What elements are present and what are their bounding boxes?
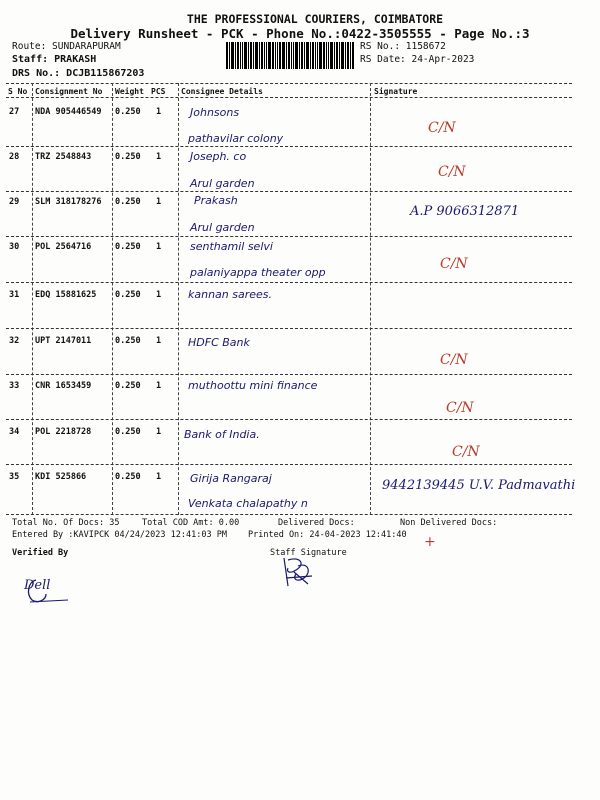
row-consignee-line1: kannan sarees. (188, 288, 273, 301)
row-signature: C/N (440, 256, 468, 272)
row-pcs: 1 (156, 336, 162, 346)
row-pcs: 1 (156, 472, 162, 482)
row-divider (6, 282, 572, 283)
row-sno: 31 (9, 290, 20, 300)
row-divider (6, 464, 572, 465)
row-pcs: 1 (156, 152, 162, 162)
staff-signature-image (278, 552, 318, 592)
verified-by-label: Verified By (12, 548, 69, 558)
row-signature: C/N (438, 164, 466, 180)
row-signature: C/N (446, 400, 474, 416)
row-consignee-line1: Prakash (194, 194, 238, 207)
row-sno: 30 (9, 242, 20, 252)
row-consignee-line2: Venkata chalapathy n (188, 497, 308, 510)
table-top-rule (6, 83, 572, 84)
row-signature: A.P 9066312871 (410, 204, 520, 219)
row-sno: 35 (9, 472, 20, 482)
row-weight: 0.250 (115, 152, 141, 162)
row-pcs: 1 (156, 197, 162, 207)
row-consignment: NDA 905446549 (35, 107, 102, 117)
row-pcs: 1 (156, 381, 162, 391)
printed-on: Printed On: 24-04-2023 12:41:40 (248, 530, 407, 540)
row-consignee-line1: muthoottu mini finance (188, 379, 318, 392)
row-signature: 9442139445 U.V. Padmavathi (382, 478, 576, 493)
row-consignee-line1: Johnsons (190, 106, 240, 119)
row-signature: C/N (440, 352, 468, 368)
rs-number: RS No.: 1158672 (360, 41, 446, 52)
row-weight: 0.250 (115, 381, 141, 391)
row-sno: 28 (9, 152, 20, 162)
row-consignment: CNR 1653459 (35, 381, 92, 391)
row-consignment: POL 2564716 (35, 242, 92, 252)
row-weight: 0.250 (115, 242, 141, 252)
staff-label: Staff: PRAKASH (12, 54, 97, 65)
row-consignee-line2: palaniyappa theater opp (190, 266, 326, 279)
row-consignment: SLM 318178276 (35, 197, 102, 207)
row-consignment: KDI 525866 (35, 472, 87, 482)
row-consignee-line1: HDFC Bank (188, 336, 250, 349)
col-header-sno: S No (8, 87, 28, 96)
col-header-details: Consignee Details (181, 87, 263, 96)
row-weight: 0.250 (115, 336, 141, 346)
row-divider (6, 191, 572, 192)
staff-signature-label: Staff Signature (270, 548, 347, 558)
row-divider (6, 419, 572, 420)
row-consignee-line2: Arul garden (190, 177, 255, 190)
row-pcs: 1 (156, 427, 162, 437)
total-docs: Total No. Of Docs: 35 (12, 518, 120, 528)
row-weight: 0.250 (115, 290, 141, 300)
row-divider (6, 236, 572, 237)
company-title: THE PROFESSIONAL COURIERS, COIMBATORE (186, 12, 444, 26)
row-weight: 0.250 (115, 472, 141, 482)
table-header-rule (6, 97, 572, 98)
runsheet-subtitle: Delivery Runsheet - PCK - Phone No.:0422-3505555 - Page No.:3 (70, 26, 530, 41)
row-divider (6, 328, 572, 329)
verified-signature-image (24, 572, 72, 606)
row-consignee-line1: Girija Rangaraj (190, 472, 272, 485)
col-header-signature: Signature (374, 87, 418, 96)
route-label: Route: SUNDARAPURAM (12, 41, 121, 52)
total-cod: Total COD Amt: 0.00 (142, 518, 240, 528)
row-consignee-line2: pathavilar colony (188, 132, 284, 145)
row-weight: 0.250 (115, 197, 141, 207)
column-divider (178, 83, 179, 515)
row-weight: 0.250 (115, 107, 141, 117)
col-header-weight: Weight (115, 87, 144, 96)
drs-number: DRS No.: DCJB115867203 (12, 68, 145, 79)
non-delivered-docs: Non Delivered Docs: (400, 518, 498, 528)
column-divider (370, 83, 371, 515)
row-sno: 29 (9, 197, 20, 207)
barcode-image (226, 42, 354, 69)
entered-by: Entered By :KAVIPCK 04/24/2023 12:41:03 PM (12, 530, 227, 540)
row-consignee-line1: senthamil selvi (190, 240, 273, 253)
col-header-pcs: PCS (151, 87, 166, 96)
row-signature: C/N (428, 120, 456, 136)
row-sno: 32 (9, 336, 20, 346)
row-consignment: TRZ 2548843 (35, 152, 92, 162)
row-consignee-line1: Joseph. co (190, 150, 247, 163)
row-divider (6, 374, 572, 375)
row-consignee-line2: Arul garden (190, 221, 255, 234)
row-divider (6, 146, 572, 147)
verified-by-mark: Dell (24, 578, 51, 593)
row-pcs: 1 (156, 290, 162, 300)
col-header-consignment: Consignment No (35, 87, 103, 96)
row-pcs: 1 (156, 107, 162, 117)
column-divider (32, 83, 33, 515)
row-consignment: POL 2218728 (35, 427, 92, 437)
row-sno: 33 (9, 381, 20, 391)
tick-mark: + (424, 534, 436, 550)
delivered-docs: Delivered Docs: (278, 518, 355, 528)
row-signature: C/N (452, 444, 480, 460)
row-pcs: 1 (156, 242, 162, 252)
row-consignment: UPT 2147011 (35, 336, 92, 346)
rs-date: RS Date: 24-Apr-2023 (360, 54, 475, 65)
table-bottom-rule (6, 514, 572, 515)
row-consignee-line1: Bank of India. (184, 428, 260, 441)
column-divider (112, 83, 113, 515)
row-sno: 27 (9, 107, 20, 117)
row-consignment: EDQ 15881625 (35, 290, 97, 300)
row-sno: 34 (9, 427, 20, 437)
row-weight: 0.250 (115, 427, 141, 437)
